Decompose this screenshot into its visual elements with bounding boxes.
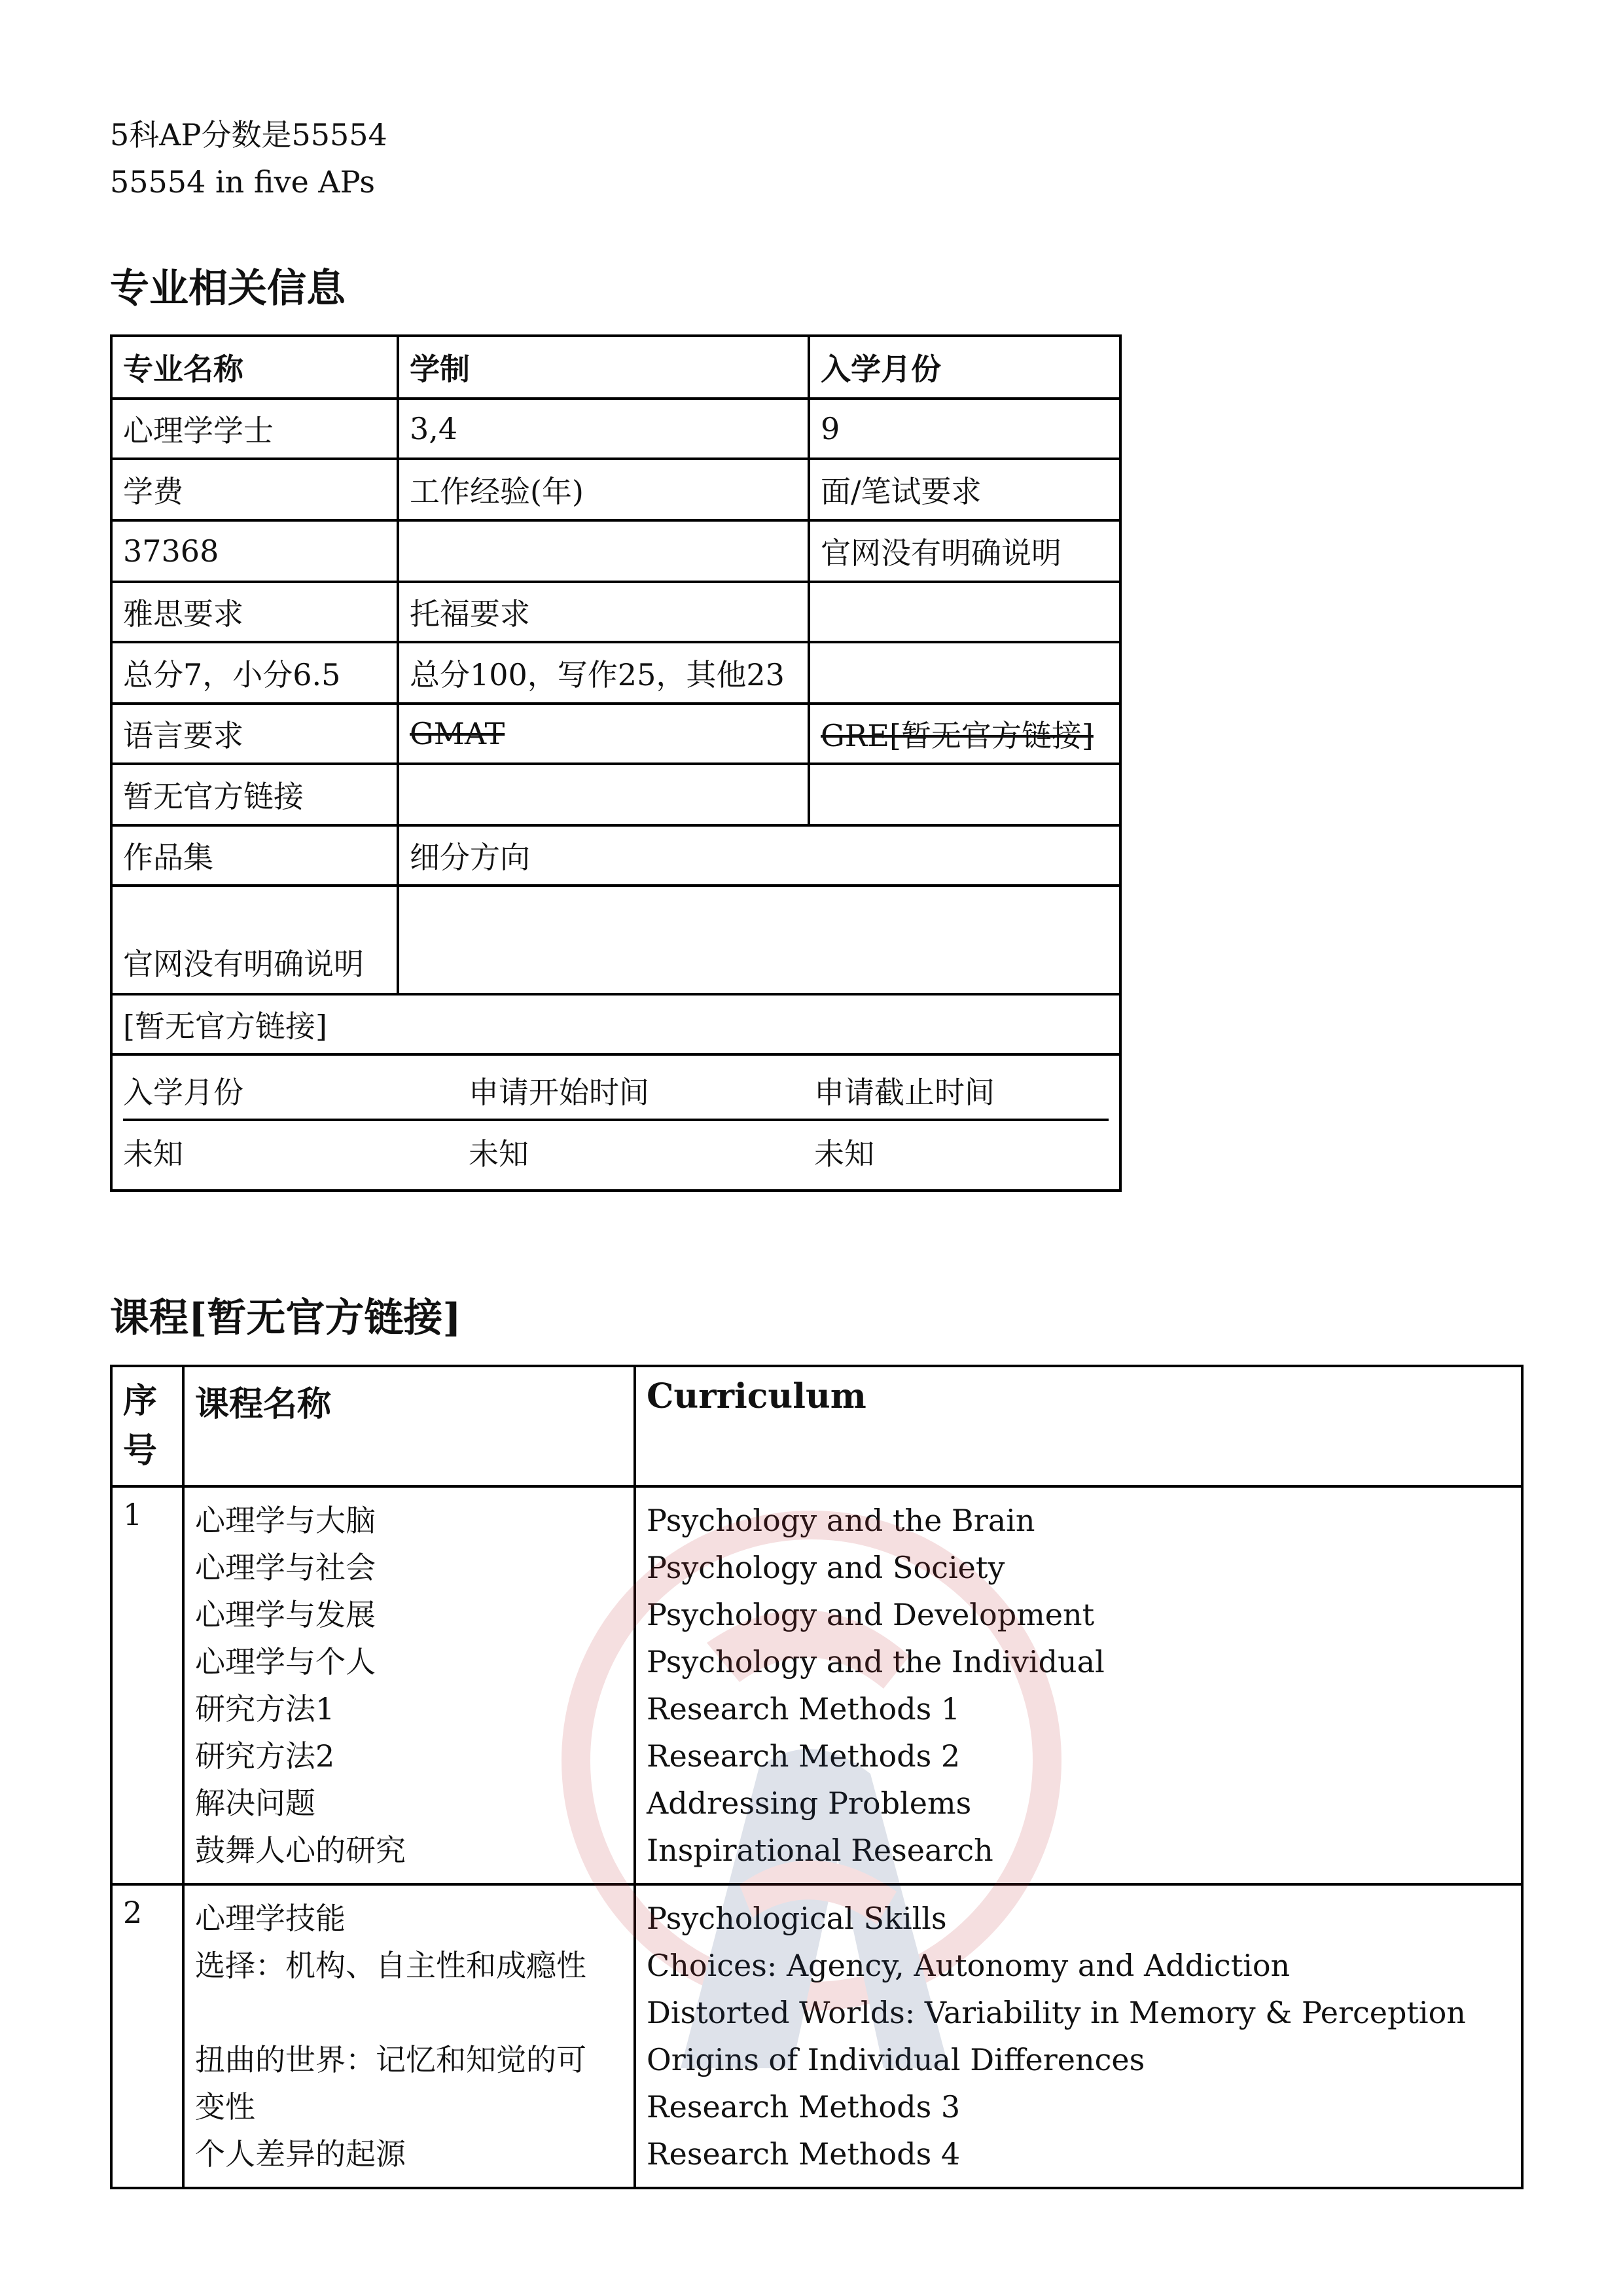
course-row-number: 1 — [111, 1486, 183, 1884]
intake-month-value: 9 — [809, 399, 1120, 459]
table-row — [111, 520, 1120, 582]
course-en: Research Methods 2 — [647, 1738, 961, 1774]
table-row — [111, 825, 1120, 886]
course-en: Research Methods 4 — [647, 2136, 961, 2172]
empty-cell — [809, 582, 1120, 642]
toefl-value: 总分100，写作25，其他23 — [398, 642, 809, 704]
table-row — [111, 399, 1120, 459]
course-section-title: 课程[暂无官方链接] — [110, 1295, 461, 1341]
course-en: Research Methods 1 — [647, 1691, 961, 1727]
course-row-zh — [183, 1486, 635, 1884]
course-zh: 研究方法2 — [195, 1738, 335, 1774]
course-en: Research Methods 3 — [647, 2089, 961, 2125]
header-course-name: 课程名称 — [183, 1366, 635, 1486]
course-table — [110, 1365, 1524, 2189]
course-row-number: 2 — [111, 1884, 183, 2188]
tuition-value: 37368 — [111, 520, 398, 582]
dates-values — [123, 1121, 1109, 1185]
course-header-row — [111, 1366, 1522, 1486]
course-en: Origins of Individual Differences — [647, 2042, 1145, 2077]
course-zh: 心理学与社会 — [195, 1550, 376, 1585]
course-en: Addressing Problems — [647, 1785, 972, 1821]
course-zh: 扭曲的世界：记忆和知觉的可 — [195, 2042, 586, 2077]
course-en: Psychology and Development — [647, 1597, 1095, 1632]
header-number — [111, 1366, 183, 1486]
course-en: Inspirational Research — [647, 1833, 993, 1868]
major-section-title: 专业相关信息 — [110, 266, 346, 312]
gmat-value — [398, 764, 809, 825]
ap-score-en: 55554 in five APs — [110, 164, 375, 200]
empty-cell — [809, 642, 1120, 704]
course-zh: 心理学与发展 — [195, 1597, 376, 1632]
specialization-label: 细分方向 — [398, 825, 1120, 886]
intro-text — [110, 111, 387, 206]
gmat-label: GMAT — [398, 704, 809, 764]
dates-header-intake: 入学月份 — [123, 1075, 243, 1110]
ielts-value: 总分7，小分6.5 — [111, 642, 398, 704]
course-zh: 研究方法1 — [195, 1691, 335, 1727]
tuition-label: 学费 — [111, 459, 398, 520]
table-row — [111, 886, 1120, 994]
course-zh: 心理学技能 — [195, 1901, 346, 1936]
interview-label: 面/笔试要求 — [809, 459, 1120, 520]
course-zh: 个人差异的起源 — [195, 2136, 406, 2172]
gre-value — [809, 764, 1120, 825]
dates-header-deadline: 申请截止时间 — [814, 1075, 995, 1110]
course-zh: 选择：机构、自主性和成瘾性 — [195, 1948, 586, 1983]
course-zh: 心理学与个人 — [195, 1644, 376, 1679]
header-major-name: 专业名称 — [111, 336, 398, 399]
major-name-value: 心理学学士 — [111, 399, 398, 459]
course-zh: 心理学与大脑 — [195, 1503, 376, 1538]
course-en: Psychology and Society — [647, 1550, 1005, 1585]
duration-value: 3,4 — [398, 399, 809, 459]
table-row — [111, 1486, 1522, 1884]
table-row — [111, 582, 1120, 642]
table-row — [111, 642, 1120, 704]
portfolio-label: 作品集 — [111, 825, 398, 886]
dates-header-start: 申请开始时间 — [469, 1075, 649, 1110]
table-row — [111, 764, 1120, 825]
course-en: Psychological Skills — [647, 1901, 947, 1936]
official-link-note: [暂无官方链接] — [111, 994, 1120, 1054]
header-intake-month: 入学月份 — [809, 336, 1120, 399]
course-row-en — [635, 1884, 1522, 2188]
course-en: Psychology and the Individual — [647, 1644, 1105, 1679]
toefl-label: 托福要求 — [398, 582, 809, 642]
language-requirement-label: 语言要求 — [111, 704, 398, 764]
course-row-en — [635, 1486, 1522, 1884]
portfolio-value: 官网没有明确说明 — [111, 886, 398, 994]
gre-label: GRE[暂无官方链接] — [809, 704, 1120, 764]
dates-header — [123, 1056, 1109, 1121]
work-experience-value — [398, 520, 809, 582]
major-info-table — [110, 334, 1122, 1192]
dates-value-deadline: 未知 — [814, 1136, 874, 1172]
dates-value-start: 未知 — [469, 1136, 529, 1172]
course-en: Psychology and the Brain — [647, 1503, 1035, 1538]
course-zh: 解决问题 — [195, 1785, 315, 1821]
application-dates-cell — [111, 1054, 1120, 1191]
table-row — [111, 459, 1120, 520]
course-en: Choices: Agency, Autonomy and Addiction — [647, 1948, 1291, 1983]
major-header-row — [111, 336, 1120, 399]
interview-value: 官网没有明确说明 — [809, 520, 1120, 582]
work-experience-label: 工作经验(年) — [398, 459, 809, 520]
ielts-label: 雅思要求 — [111, 582, 398, 642]
table-row — [111, 704, 1120, 764]
dates-value-intake: 未知 — [123, 1136, 183, 1172]
specialization-value — [398, 886, 1120, 994]
course-row-zh — [183, 1884, 635, 2188]
table-row — [111, 994, 1120, 1054]
language-requirement-value: 暂无官方链接 — [111, 764, 398, 825]
table-row — [111, 1884, 1522, 2188]
dates-row — [111, 1054, 1120, 1191]
header-number-line1: 序 — [123, 1381, 158, 1421]
ap-score-zh: 5科AP分数是55554 — [110, 117, 387, 152]
header-curriculum: Curriculum — [635, 1366, 1522, 1486]
course-zh: 鼓舞人心的研究 — [195, 1833, 406, 1868]
header-number-line2: 号 — [123, 1431, 158, 1471]
course-en: Distorted Worlds: Variability in Memory & Perception — [647, 1995, 1466, 2030]
header-duration: 学制 — [398, 336, 809, 399]
course-zh: 变性 — [195, 2089, 255, 2125]
course-zh — [195, 1989, 623, 2036]
